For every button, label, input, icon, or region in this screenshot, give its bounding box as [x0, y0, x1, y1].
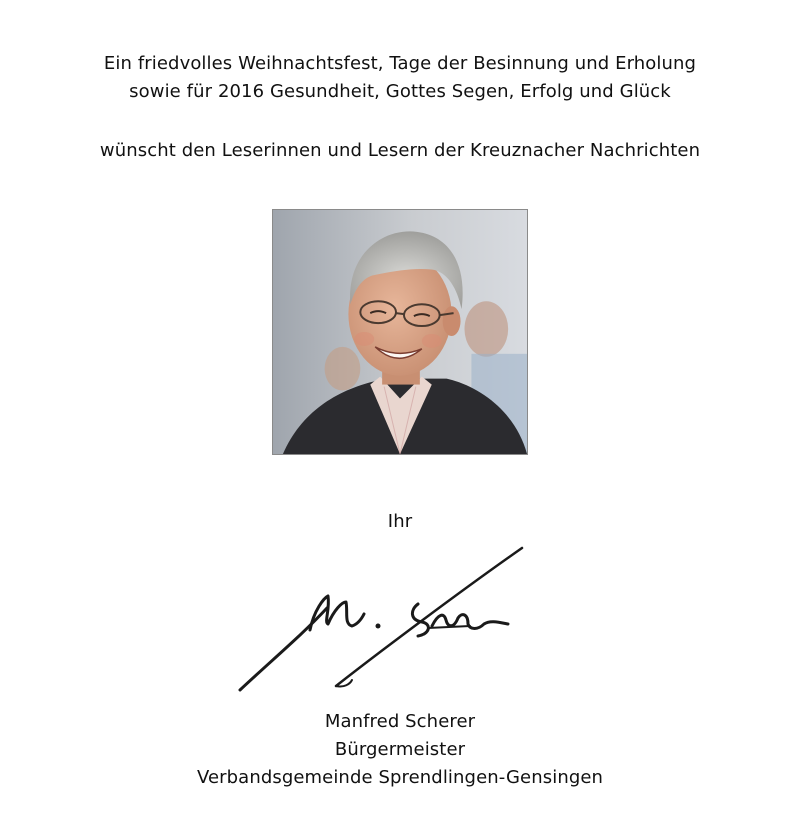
greeting-line-2: sowie für 2016 Gesundheit, Gottes Segen, Erfolg und Glück: [129, 81, 671, 102]
wish-line: wünscht den Leserinnen und Lesern der Kreuznacher Nachrichten: [99, 140, 701, 161]
portrait-photo: [272, 209, 528, 455]
handwritten-signature: [232, 540, 532, 700]
signature-strokes: [232, 540, 532, 700]
greeting-line-1: Ein friedvolles Weihnachtsfest, Tage der Besinnung und Erholung: [103, 53, 697, 74]
signatory-organization: Verbandsgemeinde Sprendlingen-Gensingen: [196, 767, 604, 788]
signatory-name: Manfred Scherer: [324, 711, 476, 732]
portrait-illustration: [273, 210, 527, 454]
signatory-title: Bürgermeister: [334, 739, 466, 760]
closing-text: Ihr: [387, 511, 413, 532]
